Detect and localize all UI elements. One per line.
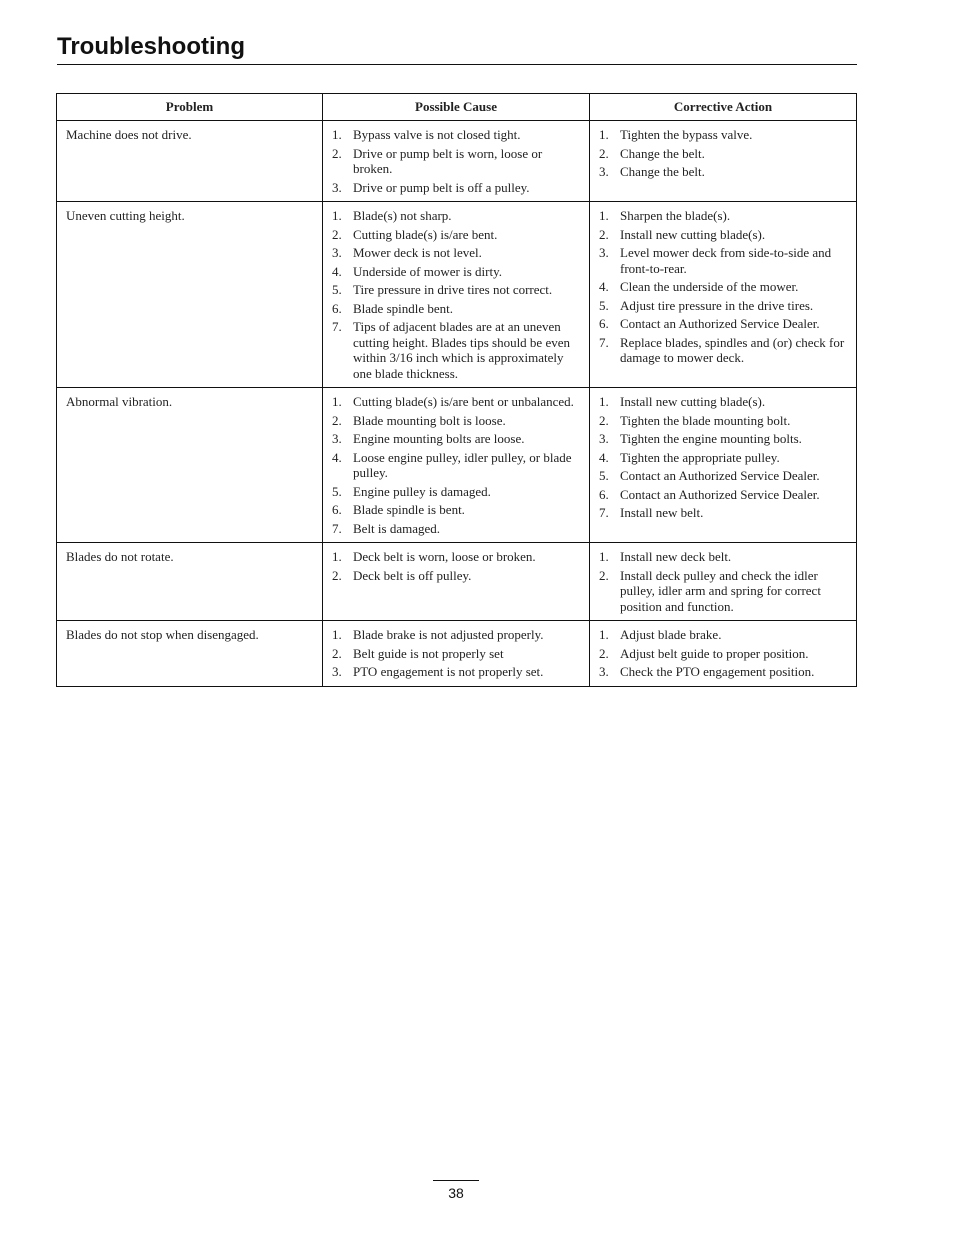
table-row <box>57 121 857 202</box>
action-list-item <box>599 316 848 332</box>
cause-item-number: 6. <box>332 502 342 517</box>
cause-item-text: Engine mounting bolts are loose. <box>353 431 525 446</box>
action-item-number: 7. <box>599 334 609 350</box>
action-item-text: Check the PTO engagement position. <box>620 664 815 679</box>
action-item-text: Install new deck belt. <box>620 549 732 564</box>
cause-item-number: 3. <box>332 664 342 679</box>
cause-cell <box>323 621 590 687</box>
cause-item-number: 2. <box>332 412 342 428</box>
action-list-item <box>599 487 848 503</box>
table-row <box>57 543 857 621</box>
cause-item-text: Cutting blade(s) is/are bent. <box>353 226 498 242</box>
action-cell <box>590 543 857 621</box>
cause-list-item <box>332 431 581 447</box>
action-cell <box>590 388 857 543</box>
action-item-text: Install new cutting blade(s). <box>620 226 766 242</box>
action-item-text: Clean the underside of the mower. <box>620 279 799 294</box>
action-item-text: Sharpen the blade(s). <box>620 208 731 223</box>
cause-list-item <box>332 394 581 410</box>
problem-cell <box>57 543 323 621</box>
page-title: Troubleshooting <box>57 33 245 60</box>
cause-item-number: 1. <box>332 208 342 223</box>
problem-text: Uneven cutting height. <box>66 208 185 223</box>
cause-item-number: 6. <box>332 300 342 316</box>
action-item-text: Tighten the bypass valve. <box>620 127 753 142</box>
action-item-number: 3. <box>599 664 609 679</box>
action-cell <box>590 121 857 202</box>
action-item-text: Adjust blade brake. <box>620 627 722 642</box>
cause-cell <box>323 543 590 621</box>
action-list-item <box>599 394 848 410</box>
cause-item-text: Deck belt is off pulley. <box>353 567 472 583</box>
problem-text: Blades do not rotate. <box>66 549 174 564</box>
action-item-number: 2. <box>599 412 609 428</box>
action-item-text: Install new cutting blade(s). <box>620 394 766 409</box>
action-list-item <box>599 127 848 143</box>
cause-list-item <box>332 208 581 224</box>
action-item-number: 2. <box>599 226 609 242</box>
cause-item-text: Blade spindle bent. <box>353 300 454 316</box>
cause-item-number: 7. <box>332 319 342 334</box>
action-item-number: 1. <box>599 549 609 564</box>
cause-list-item <box>332 549 581 565</box>
action-item-number: 2. <box>599 645 609 661</box>
action-item-text: Contact an Authorized Service Dealer. <box>620 468 820 483</box>
cause-item-text: Belt is damaged. <box>353 520 441 536</box>
action-list-item <box>599 245 848 276</box>
cause-item-text: Loose engine pulley, idler pulley, or blade pulley. <box>353 449 572 480</box>
cause-item-text: Belt guide is not properly set <box>353 645 504 661</box>
action-list-item <box>599 208 848 224</box>
cause-list-item <box>332 264 581 280</box>
action-item-number: 5. <box>599 297 609 313</box>
cause-item-text: Deck belt is worn, loose or broken. <box>353 549 536 564</box>
action-cell <box>590 621 857 687</box>
action-item-text: Tighten the appropriate pulley. <box>620 449 780 465</box>
cause-cell <box>323 121 590 202</box>
action-item-number: 3. <box>599 164 609 179</box>
action-item-number: 4. <box>599 449 609 465</box>
cause-item-number: 1. <box>332 394 342 409</box>
cause-item-number: 2. <box>332 567 342 583</box>
cause-item-text: Bypass valve is not closed tight. <box>353 127 521 142</box>
action-list-item <box>599 646 848 662</box>
cause-cell <box>323 388 590 543</box>
cause-list-item <box>332 180 581 196</box>
cause-list-item <box>332 568 581 584</box>
cause-item-number: 2. <box>332 645 342 661</box>
cause-item-number: 4. <box>332 263 342 279</box>
title-divider <box>57 64 857 65</box>
problem-cell <box>57 202 323 388</box>
action-list-item <box>599 298 848 314</box>
action-item-text: Install deck pulley and check the idler pulley, idler arm and spring for correct position and function. <box>620 567 821 614</box>
action-item-number: 1. <box>599 627 609 642</box>
action-list-item <box>599 664 848 680</box>
cause-item-number: 5. <box>332 282 342 297</box>
action-item-number: 2. <box>599 145 609 161</box>
troubleshooting-table <box>56 93 857 687</box>
cause-item-number: 3. <box>332 431 342 446</box>
cause-list-item <box>332 450 581 481</box>
cause-item-text: Blade mounting bolt is loose. <box>353 412 506 428</box>
cause-item-text: Tire pressure in drive tires not correct. <box>353 282 553 297</box>
action-list-item <box>599 279 848 295</box>
cause-item-text: Blade spindle is bent. <box>353 502 465 517</box>
cause-item-text: PTO engagement is not properly set. <box>353 664 544 679</box>
cause-item-text: Blade brake is not adjusted properly. <box>353 627 544 642</box>
cause-list-item <box>332 484 581 500</box>
header-corrective-action: Corrective Action <box>590 94 857 121</box>
cause-item-number: 3. <box>332 179 342 195</box>
cause-item-text: Drive or pump belt is worn, loose or broken. <box>353 145 543 176</box>
cause-item-text: Engine pulley is damaged. <box>353 483 491 499</box>
action-list-item <box>599 146 848 162</box>
cause-item-number: 3. <box>332 245 342 260</box>
action-item-number: 4. <box>599 279 609 294</box>
cause-list-item <box>332 127 581 143</box>
cause-item-number: 2. <box>332 226 342 242</box>
action-list-item <box>599 505 848 521</box>
action-item-number: 7. <box>599 505 609 520</box>
cause-item-text: Cutting blade(s) is/are bent or unbalanced. <box>353 394 574 409</box>
cause-item-text: Blade(s) not sharp. <box>353 208 452 223</box>
action-item-text: Adjust belt guide to proper position. <box>620 645 809 661</box>
cause-list-item <box>332 301 581 317</box>
action-list-item <box>599 164 848 180</box>
cause-item-number: 2. <box>332 145 342 161</box>
action-item-text: Install new belt. <box>620 505 704 520</box>
action-item-text: Level mower deck from side-to-side and front-to-rear. <box>620 245 832 276</box>
action-list-item <box>599 431 848 447</box>
cause-item-number: 1. <box>332 127 342 142</box>
action-list-item <box>599 413 848 429</box>
cause-item-text: Tips of adjacent blades are at an uneven cutting height. Blades tips should be even within 3/16 inch which is approximately one blade thickness. <box>353 319 570 381</box>
cause-list-item <box>332 319 581 381</box>
cause-list-item <box>332 646 581 662</box>
action-item-text: Adjust tire pressure in the drive tires. <box>620 297 814 313</box>
action-item-number: 2. <box>599 567 609 583</box>
cause-list-item <box>332 227 581 243</box>
cause-list-item <box>332 521 581 537</box>
action-list-item <box>599 627 848 643</box>
action-item-number: 5. <box>599 468 609 483</box>
cause-item-number: 7. <box>332 520 342 536</box>
action-item-number: 6. <box>599 486 609 502</box>
action-item-text: Contact an Authorized Service Dealer. <box>620 486 820 502</box>
table-header-row <box>57 94 857 121</box>
cause-item-text: Underside of mower is dirty. <box>353 263 502 279</box>
problem-text: Abnormal vibration. <box>66 394 173 409</box>
action-item-number: 3. <box>599 431 609 446</box>
action-item-number: 1. <box>599 127 609 142</box>
action-item-number: 6. <box>599 316 609 331</box>
cause-cell <box>323 202 590 388</box>
cause-item-number: 5. <box>332 483 342 499</box>
header-possible-cause: Possible Cause <box>323 94 590 121</box>
action-list-item <box>599 549 848 565</box>
cause-list-item <box>332 245 581 261</box>
table-row <box>57 621 857 687</box>
action-item-text: Tighten the engine mounting bolts. <box>620 431 802 446</box>
action-list-item <box>599 227 848 243</box>
action-list-item <box>599 468 848 484</box>
action-cell <box>590 202 857 388</box>
problem-text: Blades do not stop when disengaged. <box>66 627 259 642</box>
action-item-text: Change the belt. <box>620 145 705 161</box>
action-item-text: Tighten the blade mounting bolt. <box>620 412 791 428</box>
action-item-text: Replace blades, spindles and (or) check for damage to mower deck. <box>620 334 845 365</box>
problem-cell <box>57 121 323 202</box>
action-item-text: Contact an Authorized Service Dealer. <box>620 316 820 331</box>
problem-cell <box>57 388 323 543</box>
page-number-rule <box>433 1180 479 1181</box>
table-row <box>57 388 857 543</box>
cause-item-number: 1. <box>332 627 342 642</box>
problem-cell <box>57 621 323 687</box>
cause-list-item <box>332 413 581 429</box>
action-item-text: Change the belt. <box>620 164 705 179</box>
cause-item-number: 1. <box>332 549 342 564</box>
table-row <box>57 202 857 388</box>
action-item-number: 1. <box>599 394 609 409</box>
cause-item-text: Drive or pump belt is off a pulley. <box>353 179 530 195</box>
cause-list-item <box>332 282 581 298</box>
action-list-item <box>599 568 848 615</box>
cause-list-item <box>332 664 581 680</box>
page-number: 38 <box>448 1185 464 1201</box>
cause-list-item <box>332 627 581 643</box>
action-item-number: 1. <box>599 208 609 223</box>
cause-list-item <box>332 146 581 177</box>
cause-item-text: Mower deck is not level. <box>353 245 482 260</box>
cause-list-item <box>332 502 581 518</box>
header-problem: Problem <box>57 94 323 121</box>
action-list-item <box>599 335 848 366</box>
action-list-item <box>599 450 848 466</box>
action-item-number: 3. <box>599 245 609 260</box>
cause-item-number: 4. <box>332 449 342 465</box>
problem-text: Machine does not drive. <box>66 127 192 142</box>
